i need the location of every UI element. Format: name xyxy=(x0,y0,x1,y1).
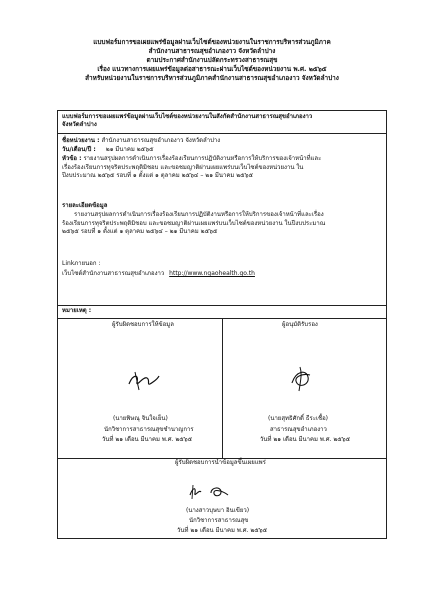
agency-value: สำนักงานสาธารณสุขอำเภองาว จังหวัดลำปาง xyxy=(101,137,221,144)
right-sig-position: สาธารณสุขอำเภองาว xyxy=(270,426,327,433)
subject-row xyxy=(62,155,321,164)
publisher-sig-name: (นางสาวบุษบา อินเขียว) xyxy=(186,507,250,514)
detail-line-3: ๒๕๖๕ รอบที่ ๑ ตั้งแต่ ๑ ตุลาคม ๒๕๖๔ – ๒๑ มีนาคม ๒๕๖๕ xyxy=(62,228,218,235)
divider xyxy=(57,133,387,134)
agency-label: ชื่อหน่วยงาน : xyxy=(62,137,100,144)
subject-line-3: ปีงบประมาณ ๒๕๖๕ รอบที่ ๑ ตั้งแต่ ๑ ตุลาคม ๒๕๖๔ – ๒๑ มีนาคม ๒๕๖๕ xyxy=(62,172,254,179)
header-line-1: แบบฟอร์มการขอเผยแพร่ข้อมูลผ่านเว็บไซต์ของหน่วยงานในราชการบริหารส่วนภูมิภาค xyxy=(93,38,331,46)
note-label: หมายเหตุ : xyxy=(62,307,92,314)
link-row xyxy=(62,270,255,279)
subject-label: หัวข้อ : xyxy=(62,155,82,162)
link-label: Linkภายนอก : xyxy=(62,260,101,267)
publisher-sig-position: นักวิชาการสาธารณสุข xyxy=(189,517,249,524)
publisher-signature-mark xyxy=(187,483,231,501)
form-title-line-2: จังหวัดลำปาง xyxy=(62,121,97,128)
right-sig-name: (นายสุทธิศักดิ์ ธีระเชื้อ) xyxy=(268,415,329,422)
subject-line-2: เรื่องร้องเรียนการทุจริตประพฤติมิชอบ และขอชมญาติผ่านเผยแพร่บนเว็บไซต์ของหน่วยงาน ใน xyxy=(62,163,304,171)
divider xyxy=(57,305,387,306)
publisher-sig-date: วันที่ ๒๑ เดือน มีนาคม พ.ศ. ๒๕๖๕ xyxy=(177,527,268,534)
left-sig-position: นักวิชาการสาธารณสุขชำนาญการ xyxy=(104,426,194,433)
signature-divider xyxy=(222,318,223,458)
header-line-2: สำนักงานสาธารณสุขอำเภองาว จังหวัดลำปาง xyxy=(148,47,276,55)
date-value: ๒๑ มีนาคม ๒๕๖๕ xyxy=(105,146,154,153)
detail-label: รายละเอียดข้อมูล xyxy=(62,202,108,209)
subject-line-1: รายงานสรุปผลการดำเนินการเรื่องร้องเรียนการปฏิบัติงานหรือการให้บริการของเจ้าหน้าที่และ xyxy=(83,155,322,162)
left-sig-name: (นายพิษณุ จินใจเย็น) xyxy=(113,415,168,422)
right-sig-date: วันที่ ๒๑ เดือน มีนาคม พ.ศ. ๒๕๖๕ xyxy=(260,436,351,443)
right-sig-role: ผู้อนุมัติรับรอง xyxy=(282,321,318,328)
date-label: วัน/เดือน/ปี : xyxy=(62,146,96,153)
website-link[interactable]: http://www.ngaohealth.go.th xyxy=(169,270,255,277)
detail-line-1: รายงานสรุปผลการดำเนินการเรื่องร้องเรียนการปฏิบัติงานหรือการให้บริการของเจ้าหน้าที่และเรื่อง xyxy=(74,211,324,218)
header-line-5: สำหรับหน่วยงานในราชการบริหารส่วนภูมิภาคสำนักงานสาธารณสุขอำเภองาว จังหวัดลำปาง xyxy=(85,74,339,82)
link-prefix: เว็บไซต์สำนักงานสาธารณสุขอำเภองาว xyxy=(62,270,165,277)
date-row xyxy=(62,146,154,155)
form-title-line-1: แบบฟอร์มการขอเผยแพร่ข้อมูลผ่านเว็บไซต์ของหน่วยงานในสังกัดสำนักงานสาธารณสุขอำเภองาว xyxy=(62,113,313,120)
agency-row xyxy=(62,137,220,146)
left-sig-date: วันที่ ๒๑ เดือน มีนาคม พ.ศ. ๒๕๖๕ xyxy=(102,436,193,443)
header-line-3: ตามประกาศสำนักงานปลัดกระทรวงสาธารณสุข xyxy=(146,56,278,64)
left-signature-mark xyxy=(125,370,161,392)
publisher-sig-role: ผู้รับผิดชอบการนำข้อมูลขึ้นเผยแพร่ xyxy=(175,459,266,466)
detail-line-2: ร้องเรียนการทุจริตประพฤติมิชอบ และขอชมญาติผ่านเผยแพร่บนเว็บไซต์ของหน่วยงาน ในปีงบประมาณ xyxy=(62,219,326,227)
left-sig-role: ผู้รับผิดชอบการให้ข้อมูล xyxy=(112,321,174,328)
right-signature-mark xyxy=(286,365,316,393)
header-line-4: เรื่อง แนวทางการเผยแพร่ข้อมูลต่อสาธารณะผ่านเว็บไซต์ของหน่วยงาน พ.ศ. ๒๕๖๕ xyxy=(97,65,327,73)
